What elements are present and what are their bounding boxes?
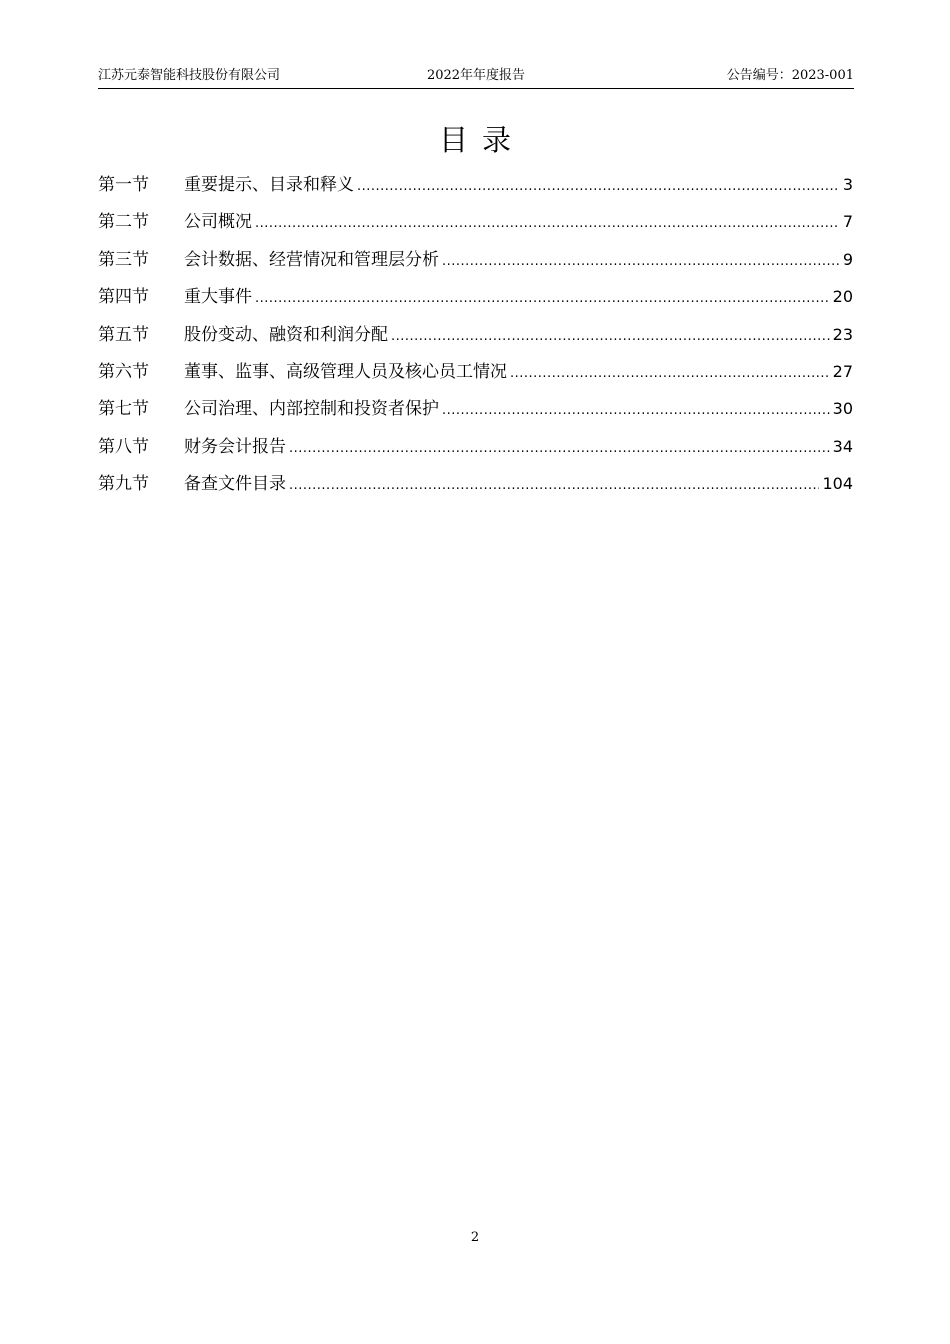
- page-header: [98, 66, 854, 89]
- toc-page-number: 20: [832, 287, 853, 307]
- header-report-title: 2022年年度报告: [426, 68, 526, 83]
- toc-page-number: 30: [832, 399, 853, 419]
- header-notice-number: 公告编号：2023-001: [726, 68, 854, 83]
- toc-section-name: 会计数据、经营情况和管理层分析: [184, 249, 439, 270]
- header-company-name: 江苏元泰智能科技股份有限公司: [98, 68, 281, 83]
- toc-section-label: 第九节: [98, 474, 149, 495]
- toc-dot-leader: [289, 432, 830, 465]
- toc-section-label: 第四节: [98, 287, 149, 308]
- toc-title: 目录: [438, 123, 525, 157]
- toc-entry-5[interactable]: [98, 318, 853, 355]
- toc-entry-9[interactable]: [98, 467, 853, 504]
- page-number: 2: [470, 1230, 480, 1245]
- toc-dot-leader: [255, 207, 840, 240]
- toc-page-number: 9: [842, 249, 853, 269]
- toc-section-name: 公司概况: [184, 212, 252, 233]
- table-of-contents: [98, 168, 853, 505]
- toc-entry-7[interactable]: [98, 392, 853, 429]
- toc-entry-2[interactable]: [98, 205, 853, 242]
- toc-section-label: 第三节: [98, 249, 149, 270]
- toc-section-name: 重大事件: [184, 287, 252, 308]
- toc-section-label: 第六节: [98, 361, 149, 382]
- toc-page-number: 104: [822, 474, 853, 494]
- toc-section-label: 第五节: [98, 324, 149, 345]
- toc-dot-leader: [510, 357, 830, 390]
- toc-page-number: 34: [832, 436, 853, 456]
- toc-section-name: 重要提示、目录和释义: [184, 175, 354, 195]
- toc-page-number: 7: [842, 212, 853, 232]
- toc-page-number: 3: [842, 175, 853, 194]
- toc-section-name: 公司治理、内部控制和投资者保护: [184, 399, 439, 420]
- toc-section-name: 备查文件目录: [184, 474, 286, 495]
- toc-page-number: 23: [832, 324, 853, 344]
- toc-section-label: 第二节: [98, 212, 149, 233]
- toc-entry-4[interactable]: [98, 280, 853, 317]
- toc-dot-leader: [357, 170, 840, 203]
- toc-dot-leader: [442, 394, 830, 427]
- toc-section-name: 财务会计报告: [184, 436, 286, 457]
- toc-entry-1[interactable]: [98, 168, 853, 205]
- toc-dot-leader: [289, 469, 819, 502]
- toc-dot-leader: [391, 320, 830, 353]
- toc-entry-6[interactable]: [98, 355, 853, 392]
- toc-section-name: 股份变动、融资和利润分配: [184, 324, 388, 345]
- toc-section-label: 第七节: [98, 399, 149, 420]
- toc-dot-leader: [255, 282, 830, 315]
- toc-entry-8[interactable]: [98, 430, 853, 467]
- toc-page-number: 27: [832, 361, 853, 381]
- toc-section-name: 董事、监事、高级管理人员及核心员工情况: [184, 361, 507, 382]
- toc-section-label: 第一节: [98, 175, 149, 195]
- toc-section-label: 第八节: [98, 436, 149, 457]
- toc-entry-3[interactable]: [98, 243, 853, 280]
- toc-dot-leader: [442, 245, 840, 278]
